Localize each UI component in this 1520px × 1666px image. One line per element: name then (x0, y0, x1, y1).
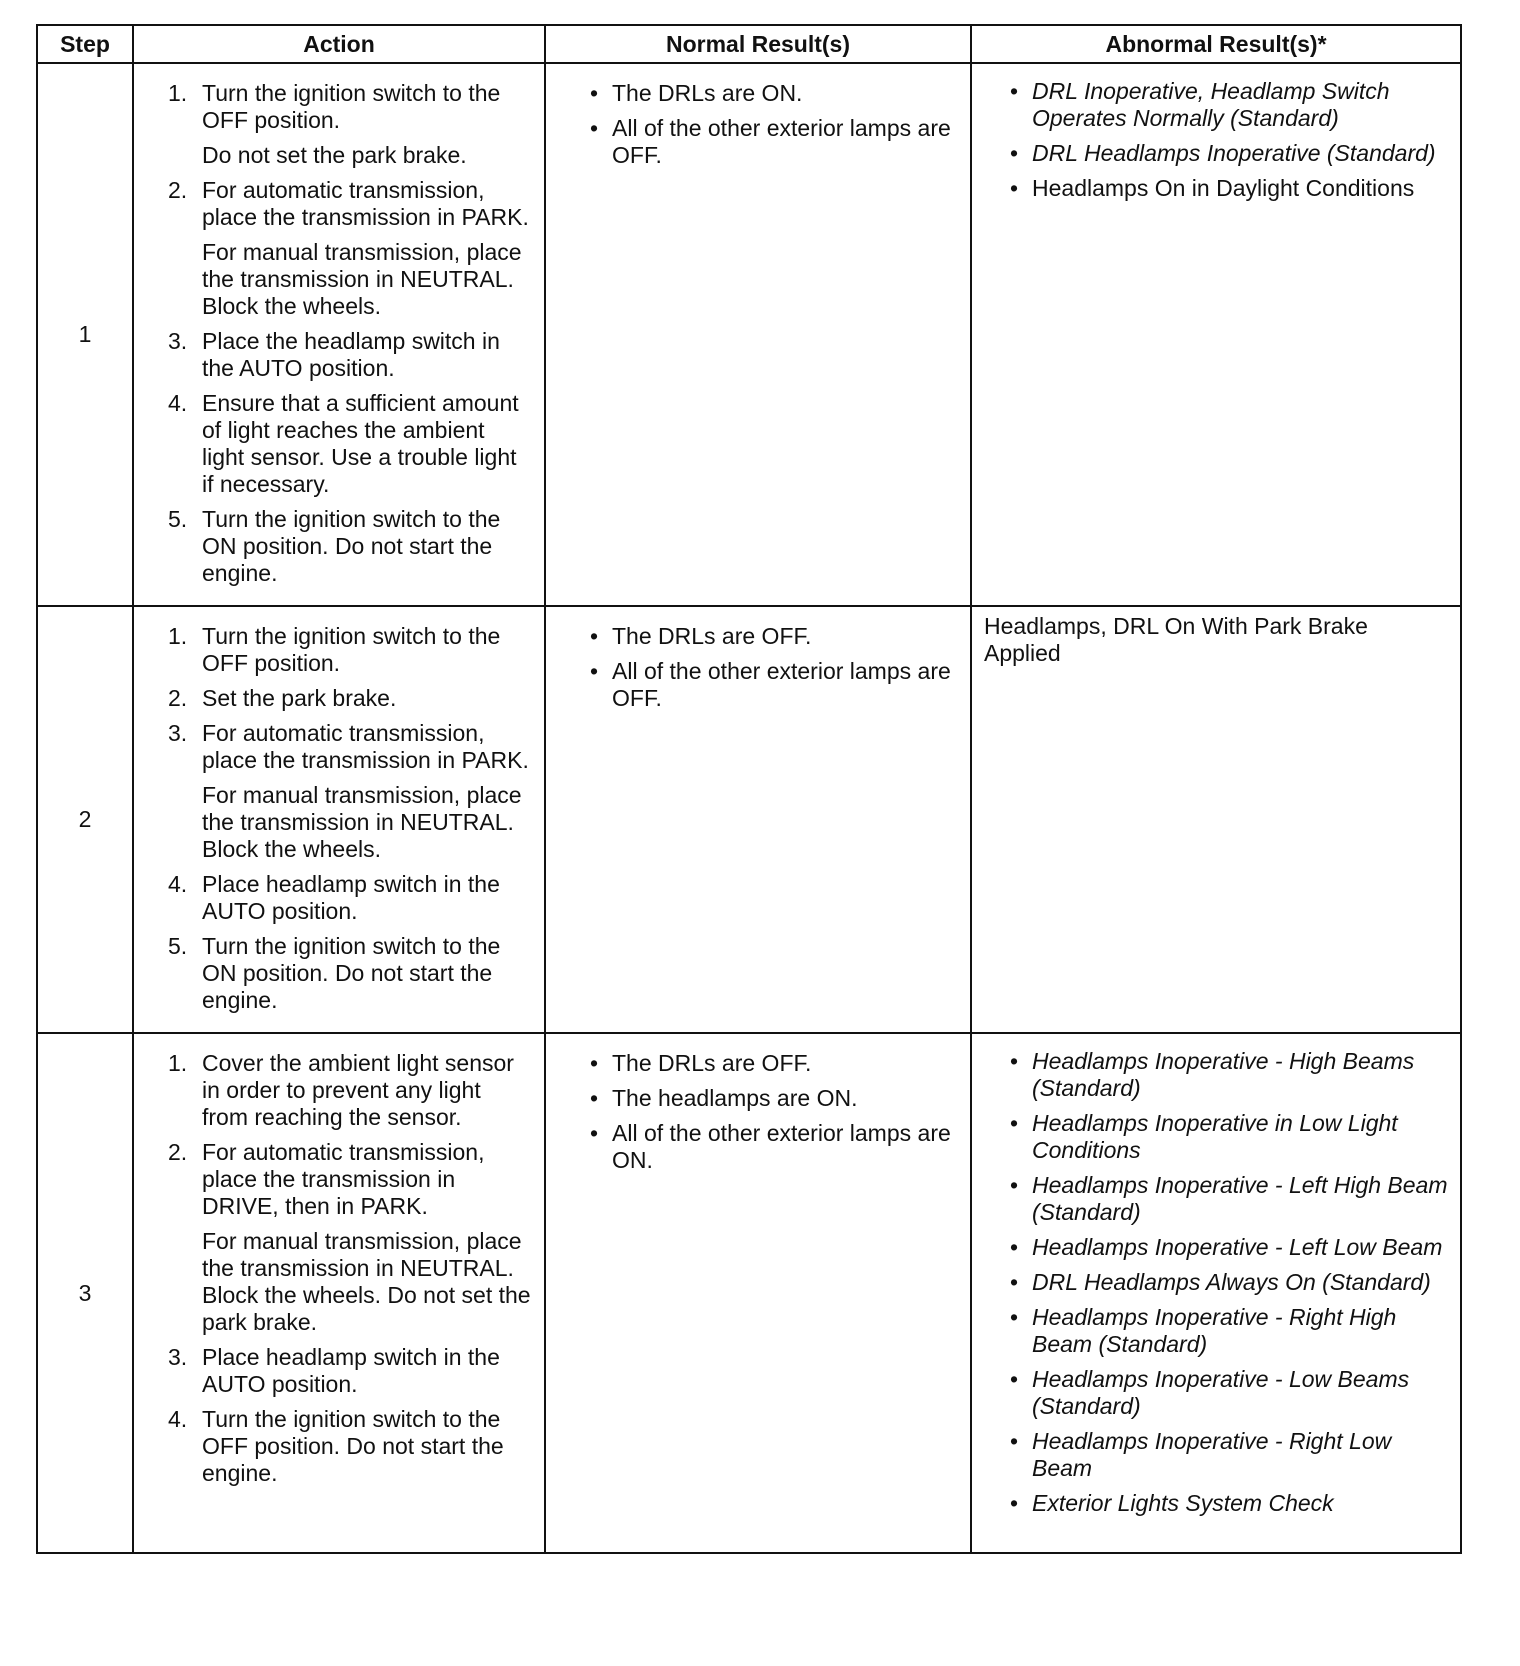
abnormal-result-link[interactable]: Headlamps Inoperative - Right Low Beam (1032, 1428, 1392, 1481)
normal-results-cell (545, 1033, 971, 1553)
list-item (1008, 175, 1448, 202)
bullet: • (590, 658, 599, 684)
step-number: 2 (37, 606, 133, 1033)
list-item (588, 1050, 958, 1077)
action-number: 4. (168, 390, 188, 416)
abnormal-result-link[interactable]: Headlamps Inoperative - Right High Beam (Standard) (1032, 1304, 1397, 1357)
bullet: • (1010, 1234, 1019, 1260)
action-item (168, 933, 532, 1014)
bullet: • (590, 1050, 599, 1076)
action-item (168, 177, 532, 320)
normal-results-list (588, 1050, 958, 1174)
action-item (168, 506, 532, 587)
list-item (1008, 1428, 1448, 1482)
header-row (37, 25, 1461, 63)
normal-result-text: All of the other exterior lamps are OFF. (612, 658, 951, 711)
action-number: 4. (168, 871, 188, 897)
bullet: • (590, 80, 599, 106)
abnormal-results-cell (971, 63, 1461, 606)
action-text: Place headlamp switch in the AUTO position. (202, 1344, 500, 1397)
action-text: Turn the ignition switch to the ON position. Do not start the engine. (202, 933, 501, 1013)
action-number: 5. (168, 506, 188, 532)
action-number: 3. (168, 328, 188, 354)
normal-results-cell (545, 63, 971, 606)
abnormal-result-link[interactable]: DRL Inoperative, Headlamp Switch Operates Normally (Standard) (1032, 78, 1390, 131)
normal-results-cell (545, 606, 971, 1033)
list-item (1008, 78, 1448, 132)
action-number: 4. (168, 1406, 188, 1432)
action-list (168, 623, 532, 1014)
action-number: 3. (168, 720, 188, 746)
abnormal-result-link[interactable]: Headlamps Inoperative - High Beams (Standard) (1032, 1048, 1415, 1101)
normal-result-text: The DRLs are ON. (612, 80, 803, 106)
action-note: For manual transmission, place the transmission in NEUTRAL. Block the wheels. (202, 239, 522, 319)
action-item (168, 80, 532, 169)
action-note: For manual transmission, place the transmission in NEUTRAL. Block the wheels. (202, 782, 522, 862)
action-text: Turn the ignition switch to the ON position. Do not start the engine. (202, 506, 501, 586)
normal-results-list (588, 80, 958, 169)
action-number: 1. (168, 1050, 188, 1076)
abnormal-results-list (1008, 1048, 1448, 1517)
abnormal-result-link[interactable]: Exterior Lights System Check (1032, 1490, 1334, 1516)
action-cell (133, 63, 545, 606)
action-number: 3. (168, 1344, 188, 1370)
bullet: • (1010, 1048, 1019, 1074)
abnormal-result-text: Headlamps, DRL On With Park Brake Applied (984, 613, 1368, 666)
bullet: • (590, 1085, 599, 1111)
action-text: Set the park brake. (202, 685, 397, 711)
action-item (168, 623, 532, 677)
list-item (1008, 1234, 1448, 1261)
list-item (588, 658, 958, 712)
action-item (168, 1344, 532, 1398)
action-text: Turn the ignition switch to the OFF position. Do not start the engine. (202, 1406, 504, 1486)
action-text: Turn the ignition switch to the OFF position. (202, 80, 501, 133)
step-number: 1 (37, 63, 133, 606)
list-item (1008, 1172, 1448, 1226)
abnormal-result-link[interactable]: Headlamps Inoperative in Low Light Conditions (1032, 1110, 1398, 1163)
list-item (1008, 1269, 1448, 1296)
abnormal-result-text: Headlamps On in Daylight Conditions (1032, 175, 1415, 201)
table-row (37, 1033, 1461, 1553)
bullet: • (1010, 78, 1019, 104)
action-item (168, 328, 532, 382)
abnormal-result-link[interactable]: DRL Headlamps Always On (Standard) (1032, 1269, 1431, 1295)
list-item (1008, 1366, 1448, 1420)
header-normal-results: Normal Result(s) (545, 25, 971, 63)
normal-result-text: All of the other exterior lamps are ON. (612, 1120, 951, 1173)
action-text: For automatic transmission, place the transmission in PARK. (202, 720, 529, 773)
header-action: Action (133, 25, 545, 63)
table-row (37, 606, 1461, 1033)
bullet: • (1010, 1490, 1019, 1516)
action-cell (133, 606, 545, 1033)
table-row (37, 63, 1461, 606)
action-text: Place headlamp switch in the AUTO position. (202, 871, 500, 924)
list-item (588, 80, 958, 107)
bullet: • (1010, 1172, 1019, 1198)
bullet: • (1010, 140, 1019, 166)
action-text: For automatic transmission, place the transmission in DRIVE, then in PARK. (202, 1139, 485, 1219)
abnormal-result-link[interactable]: Headlamps Inoperative - Low Beams (Standard) (1032, 1366, 1410, 1419)
action-number: 2. (168, 177, 188, 203)
action-note: Do not set the park brake. (202, 142, 467, 168)
abnormal-result-link[interactable]: Headlamps Inoperative - Left High Beam (Standard) (1032, 1172, 1448, 1225)
normal-result-text: All of the other exterior lamps are OFF. (612, 115, 951, 168)
abnormal-results-list (1008, 78, 1448, 202)
list-item (1008, 1304, 1448, 1358)
action-item (168, 720, 532, 863)
action-item (168, 1050, 532, 1131)
normal-results-list (588, 623, 958, 712)
action-item (168, 390, 532, 498)
header-abnormal-results: Abnormal Result(s)* (971, 25, 1461, 63)
bullet: • (1010, 1428, 1019, 1454)
step-number: 3 (37, 1033, 133, 1553)
list-item (588, 623, 958, 650)
abnormal-result-link[interactable]: Headlamps Inoperative - Left Low Beam (1032, 1234, 1443, 1260)
action-list (168, 80, 532, 587)
normal-result-text: The headlamps are ON. (612, 1085, 858, 1111)
action-list (168, 1050, 532, 1487)
list-item (588, 115, 958, 169)
action-item (168, 871, 532, 925)
action-cell (133, 1033, 545, 1553)
header-step: Step (37, 25, 133, 63)
bullet: • (590, 115, 599, 141)
list-item (1008, 140, 1448, 167)
bullet: • (1010, 1110, 1019, 1136)
action-text: Turn the ignition switch to the OFF position. (202, 623, 501, 676)
action-number: 2. (168, 1139, 188, 1165)
action-number: 1. (168, 80, 188, 106)
list-item (1008, 1490, 1448, 1517)
list-item (588, 1085, 958, 1112)
action-note: For manual transmission, place the transmission in NEUTRAL. Block the wheels. Do not set the park brake. (202, 1228, 531, 1335)
action-item (168, 685, 532, 712)
action-item (168, 1406, 532, 1487)
action-number: 1. (168, 623, 188, 649)
normal-result-text: The DRLs are OFF. (612, 623, 812, 649)
list-item (1008, 1110, 1448, 1164)
abnormal-result-link[interactable]: DRL Headlamps Inoperative (Standard) (1032, 140, 1436, 166)
action-number: 2. (168, 685, 188, 711)
list-item (588, 1120, 958, 1174)
diagnostic-table (36, 24, 1462, 1554)
bullet: • (1010, 1304, 1019, 1330)
action-text: Cover the ambient light sensor in order to prevent any light from reaching the sensor. (202, 1050, 514, 1130)
abnormal-results-cell (971, 606, 1461, 1033)
bullet: • (1010, 175, 1019, 201)
normal-result-text: The DRLs are OFF. (612, 1050, 812, 1076)
bullet: • (590, 1120, 599, 1146)
action-item (168, 1139, 532, 1336)
list-item (1008, 1048, 1448, 1102)
action-text: Ensure that a sufficient amount of light reaches the ambient light sensor. Use a trouble light if necessary. (202, 390, 519, 497)
bullet: • (1010, 1366, 1019, 1392)
action-text: Place the headlamp switch in the AUTO position. (202, 328, 500, 381)
action-text: For automatic transmission, place the transmission in PARK. (202, 177, 529, 230)
abnormal-results-cell (971, 1033, 1461, 1553)
bullet: • (1010, 1269, 1019, 1295)
bullet: • (590, 623, 599, 649)
action-number: 5. (168, 933, 188, 959)
